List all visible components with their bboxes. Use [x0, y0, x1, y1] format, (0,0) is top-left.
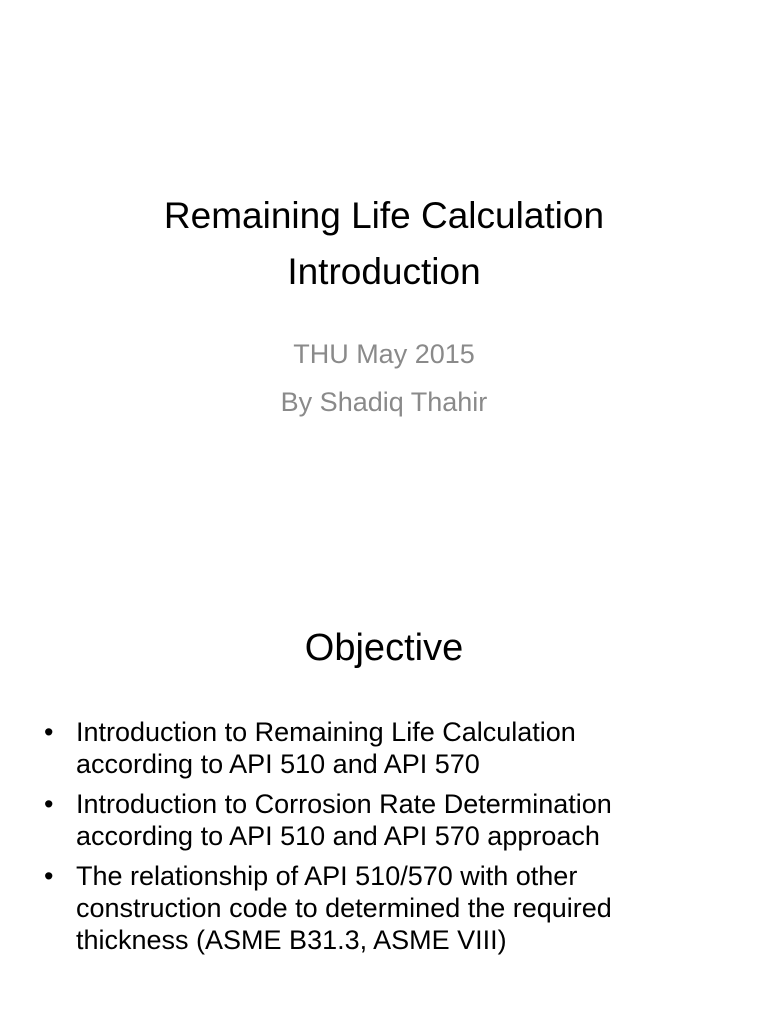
subtitle-author: By Shadiq Thahir — [280, 387, 488, 417]
bullet-icon: • — [44, 861, 54, 891]
objective-slide — [0, 576, 768, 1024]
slide-subtitle — [0, 330, 768, 426]
bullet-text-line: Introduction to Remaining Life Calculation — [76, 717, 576, 747]
bullet-icon: • — [44, 789, 54, 819]
bullet-item — [42, 788, 742, 852]
objective-heading: Objective — [304, 627, 464, 669]
bullet-text-line: construction code to determined the required — [76, 893, 612, 923]
objective-bullet-list — [42, 716, 742, 964]
slide-title-line-1: Remaining Life Calculation — [163, 195, 605, 236]
bullet-icon: • — [44, 717, 54, 747]
bullet-text-line: thickness (ASME B31.3, ASME VIII) — [76, 925, 507, 955]
slide-title-line-2: Introduction — [287, 251, 481, 292]
bullet-item — [42, 716, 742, 780]
bullet-text-line: Introduction to Corrosion Rate Determination — [76, 789, 612, 819]
slide-title — [0, 188, 768, 300]
bullet-text-line: The relationship of API 510/570 with other — [76, 861, 578, 891]
subtitle-date: THU May 2015 — [293, 339, 475, 369]
bullet-text-line: according to API 510 and API 570 — [76, 749, 480, 779]
bullet-text-line: according to API 510 and API 570 approach — [76, 821, 600, 851]
bullet-item — [42, 860, 742, 956]
